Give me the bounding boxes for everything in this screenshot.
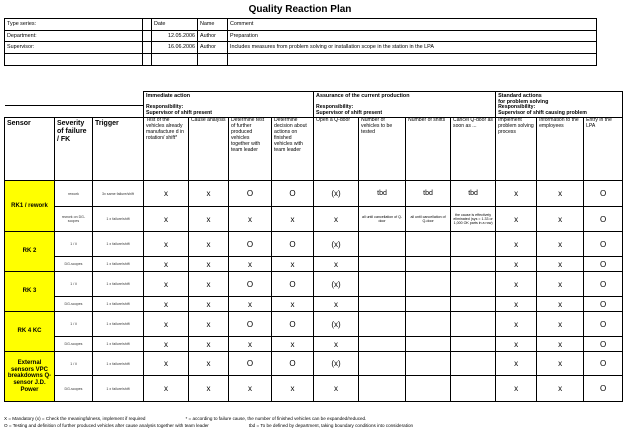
footnote-circle: O = Testing and definition of further produced vehicles after cause analysis together with team leader [4,423,209,428]
mark-cell: O [584,272,623,297]
mark-cell: (x) [314,312,359,337]
mark-cell: x [144,376,189,402]
trigger-cell: 3x same failure/shift [93,181,144,207]
table-row [5,207,623,232]
empty-cell [152,53,198,65]
supervisor-label: Supervisor: [5,42,143,54]
empty-cell [198,53,228,65]
mark-cell: x [272,376,314,402]
mark-cell: O [584,376,623,402]
mark-cell [359,312,406,337]
comment-label: Comment [228,19,597,31]
responsibility-label: Responsibility: [146,104,184,111]
column-header-row [5,118,623,181]
column-sub-header: Test of the vehicles already manufacture d in rotation/ shift* [144,118,189,181]
mark-cell: x [229,257,272,272]
mark-cell: x [496,312,537,337]
column-sub-header: Number of shifts [406,118,451,181]
header-gap [143,30,152,42]
mark-cell: O [584,232,623,257]
mark-cell [406,376,451,402]
mark-cell [406,312,451,337]
trigger-cell: 1 x failure/shift [93,232,144,257]
mark-cell: x [496,181,537,207]
severity-cell: rework on DG-scopes [55,207,93,232]
trigger-cell: 1 x failure/shift [93,352,144,376]
mark-cell: O [584,352,623,376]
responsibility-assurance [314,105,496,117]
mark-cell: x [189,272,229,297]
header-row-empty [5,53,597,65]
severity-cell: DG-scopes [55,337,93,352]
mark-cell: x [537,272,584,297]
table-row [5,376,623,402]
trigger-cell: 1 x failure/shift [93,297,144,312]
blank-corner [5,105,144,117]
empty-cell [5,53,143,65]
header-row-2 [5,42,597,54]
mark-cell: O [229,272,272,297]
mark-cell: x [189,337,229,352]
header-gap [143,19,152,31]
mark-cell [359,272,406,297]
mark-cell: O [584,181,623,207]
mark-cell: the cause is effectively eliminated (sys = 1.33 or 1,000 OK parts in a row) [451,207,496,232]
mark-cell: O [272,352,314,376]
column-sub-header: Determine test of further produced vehicles together with team leader [229,118,272,181]
responsibility-label: Responsibility: [498,104,536,111]
mark-cell: x [144,297,189,312]
severity-cell: 1 / ii [55,232,93,257]
mark-cell: x [189,297,229,312]
column-sub-header: Number of vehicles to be tested [359,118,406,181]
responsibility-immediate [144,105,314,117]
mark-cell: x [144,312,189,337]
entry-date: 12.05.2006 [152,30,198,42]
responsibility-row [5,105,623,117]
mark-cell: x [537,352,584,376]
mark-cell: x [314,257,359,272]
mark-cell: x [537,257,584,272]
responsibility-value: Supervisor of shift present [146,110,213,117]
sensor-name: RK1 / rework [5,181,55,232]
mark-cell [451,297,496,312]
mark-cell: O [272,272,314,297]
table-row [5,181,623,207]
mark-cell: x [496,272,537,297]
sensor-name: RK 4 KC [5,312,55,352]
date-label: Date [152,19,198,31]
empty-cell [228,53,597,65]
mark-cell: (x) [314,272,359,297]
severity-cell: 1 / ii [55,352,93,376]
mark-cell: x [229,376,272,402]
mark-cell: x [144,337,189,352]
mark-cell: O [229,232,272,257]
column-sub-header: Implement problem solving process [496,118,537,181]
table-row [5,312,623,337]
mark-cell: O [272,181,314,207]
column-sub-header: Determine decision about actions on finished vehicles with team leader [272,118,314,181]
mark-cell: x [229,207,272,232]
reaction-plan-table [4,91,623,402]
table-row [5,337,623,352]
trigger-cell: 1 x failure/shift [93,312,144,337]
mark-cell: x [229,337,272,352]
mark-cell: x [189,352,229,376]
severity-cell: rework [55,181,93,207]
mark-cell [406,232,451,257]
mark-cell: x [189,312,229,337]
mark-cell: x [272,207,314,232]
mark-cell [406,297,451,312]
mark-cell: x [144,207,189,232]
mark-cell: x [314,376,359,402]
mark-cell: x [537,181,584,207]
severity-cell: DG-scopes [55,297,93,312]
mark-cell: O [584,257,623,272]
mark-cell: x [272,257,314,272]
trigger-cell: 1 x failure/shift [93,257,144,272]
trigger-cell: 1 x failure/shift [93,207,144,232]
responsibility-standard [496,105,623,117]
type-series-label: Type series: [5,19,143,31]
mark-cell: x [537,376,584,402]
mark-cell [406,272,451,297]
mark-cell [406,337,451,352]
mark-cell [359,297,406,312]
mark-cell [406,257,451,272]
mark-cell: all until cancellation of Q-door [406,207,451,232]
mark-cell: x [496,232,537,257]
mark-cell: (x) [314,352,359,376]
mark-cell: x [537,297,584,312]
mark-cell [359,337,406,352]
mark-cell: x [496,337,537,352]
group-standard-title2: for problem solving [498,99,549,106]
severity-cell: 1 / ii [55,272,93,297]
name-label: Name [198,19,228,31]
mark-cell: x [537,312,584,337]
responsibility-value: Supervisor of shift present [316,110,383,117]
trigger-cell: 1 x failure/shift [93,376,144,402]
mark-cell [359,232,406,257]
footnote-line-2 [4,422,596,429]
entry-date: 16.06.2006 [152,42,198,54]
entry-name: Author [198,30,228,42]
mark-cell: x [314,297,359,312]
group-standard-title: Standard actions [498,93,542,99]
header-gap [143,42,152,54]
table-row [5,232,623,257]
sensor-name: External sensors VPC breakdowns Q-sensor J.D. Power [5,352,55,402]
header-row-1 [5,30,597,42]
mark-cell: O [584,337,623,352]
table-row [5,272,623,297]
footnotes [4,415,596,429]
group-immediate-action: Immediate action [144,92,314,106]
table-row [5,257,623,272]
footnote-tbd: tbd = To be defined by department, taking boundary conditions into consideration [248,423,414,428]
mark-cell: x [272,297,314,312]
mark-cell: x [189,207,229,232]
mark-cell: tbd [451,181,496,207]
mark-cell: O [584,312,623,337]
sensor-name: RK 2 [5,232,55,272]
mark-cell [359,376,406,402]
trigger-cell: 1 x failure/shift [93,337,144,352]
department-label: Department: [5,30,143,42]
group-title-row [5,92,623,106]
trigger-cell: 1 x failure/shift [93,272,144,297]
severity-cell: DG-scopes [55,376,93,402]
mark-cell: tbd [406,181,451,207]
mark-cell: x [537,232,584,257]
mark-cell: x [144,352,189,376]
column-sub-header: Open a Q-door [314,118,359,181]
mark-cell: O [229,312,272,337]
responsibility-label: Responsibility: [316,104,354,111]
mark-cell: O [584,297,623,312]
mark-cell: x [144,181,189,207]
mark-cell: x [189,376,229,402]
page-title: Quality Reaction Plan [248,4,352,15]
entry-comment: Preparation [228,30,597,42]
mark-cell: x [496,297,537,312]
entry-name: Author [198,42,228,54]
mark-cell: x [537,207,584,232]
mark-cell: all until cancellation of Q-door [359,207,406,232]
mark-cell [451,257,496,272]
mark-cell: O [272,312,314,337]
header-row-labels [5,19,597,31]
column-trigger: Trigger [93,118,144,181]
table-row [5,352,623,376]
mark-cell: x [496,207,537,232]
mark-cell: O [584,207,623,232]
column-sensor: Sensor [5,118,55,181]
blank-corner [5,92,144,106]
mark-cell: tbd [359,181,406,207]
mark-cell [451,272,496,297]
column-sub-header: Cause analysis [189,118,229,181]
group-standard-actions [496,92,623,106]
mark-cell: x [229,297,272,312]
mark-cell: x [496,376,537,402]
group-assurance-production: Assurance of the current production [314,92,496,106]
mark-cell: x [144,257,189,272]
mark-cell: O [229,352,272,376]
header-gap [143,53,152,65]
mark-cell [359,257,406,272]
mark-cell: x [189,232,229,257]
column-sub-header: Cancel Q-door as soon as ... [451,118,496,181]
mark-cell: x [496,257,537,272]
mark-cell: x [537,337,584,352]
mark-cell: x [144,272,189,297]
mark-cell: x [314,207,359,232]
severity-cell: DG-scopes [55,257,93,272]
mark-cell [451,312,496,337]
sensor-name: RK 3 [5,272,55,312]
mark-cell: x [496,352,537,376]
column-sub-header: Information to the employees [537,118,584,181]
footnote-mandatory: X = Mandatory (x) = Check the meaningfulness, implement if required [4,416,146,421]
mark-cell [451,337,496,352]
column-severity: Severity of failure / FK [55,118,93,181]
responsibility-value: Supervisor of shift causing problem [498,110,587,117]
column-sub-header: Entry in the LPA [584,118,623,181]
mark-cell [359,352,406,376]
table-row [5,297,623,312]
footnote-asterisk: * = according to failure cause, the number of finished vehicles can be expanded/reduced. [185,416,367,421]
mark-cell: O [229,181,272,207]
mark-cell [451,376,496,402]
mark-cell [451,232,496,257]
mark-cell: (x) [314,181,359,207]
mark-cell: (x) [314,232,359,257]
header-table [4,18,597,66]
mark-cell: x [189,257,229,272]
mark-cell: x [189,181,229,207]
mark-cell: O [272,232,314,257]
mark-cell [451,352,496,376]
mark-cell: x [144,232,189,257]
mark-cell: x [314,337,359,352]
footnote-line-1 [4,415,596,422]
mark-cell: x [272,337,314,352]
mark-cell [406,352,451,376]
severity-cell: 1 / ii [55,312,93,337]
entry-comment: Includes measures from problem solving or installation scope in the station in the LPA [228,42,597,54]
